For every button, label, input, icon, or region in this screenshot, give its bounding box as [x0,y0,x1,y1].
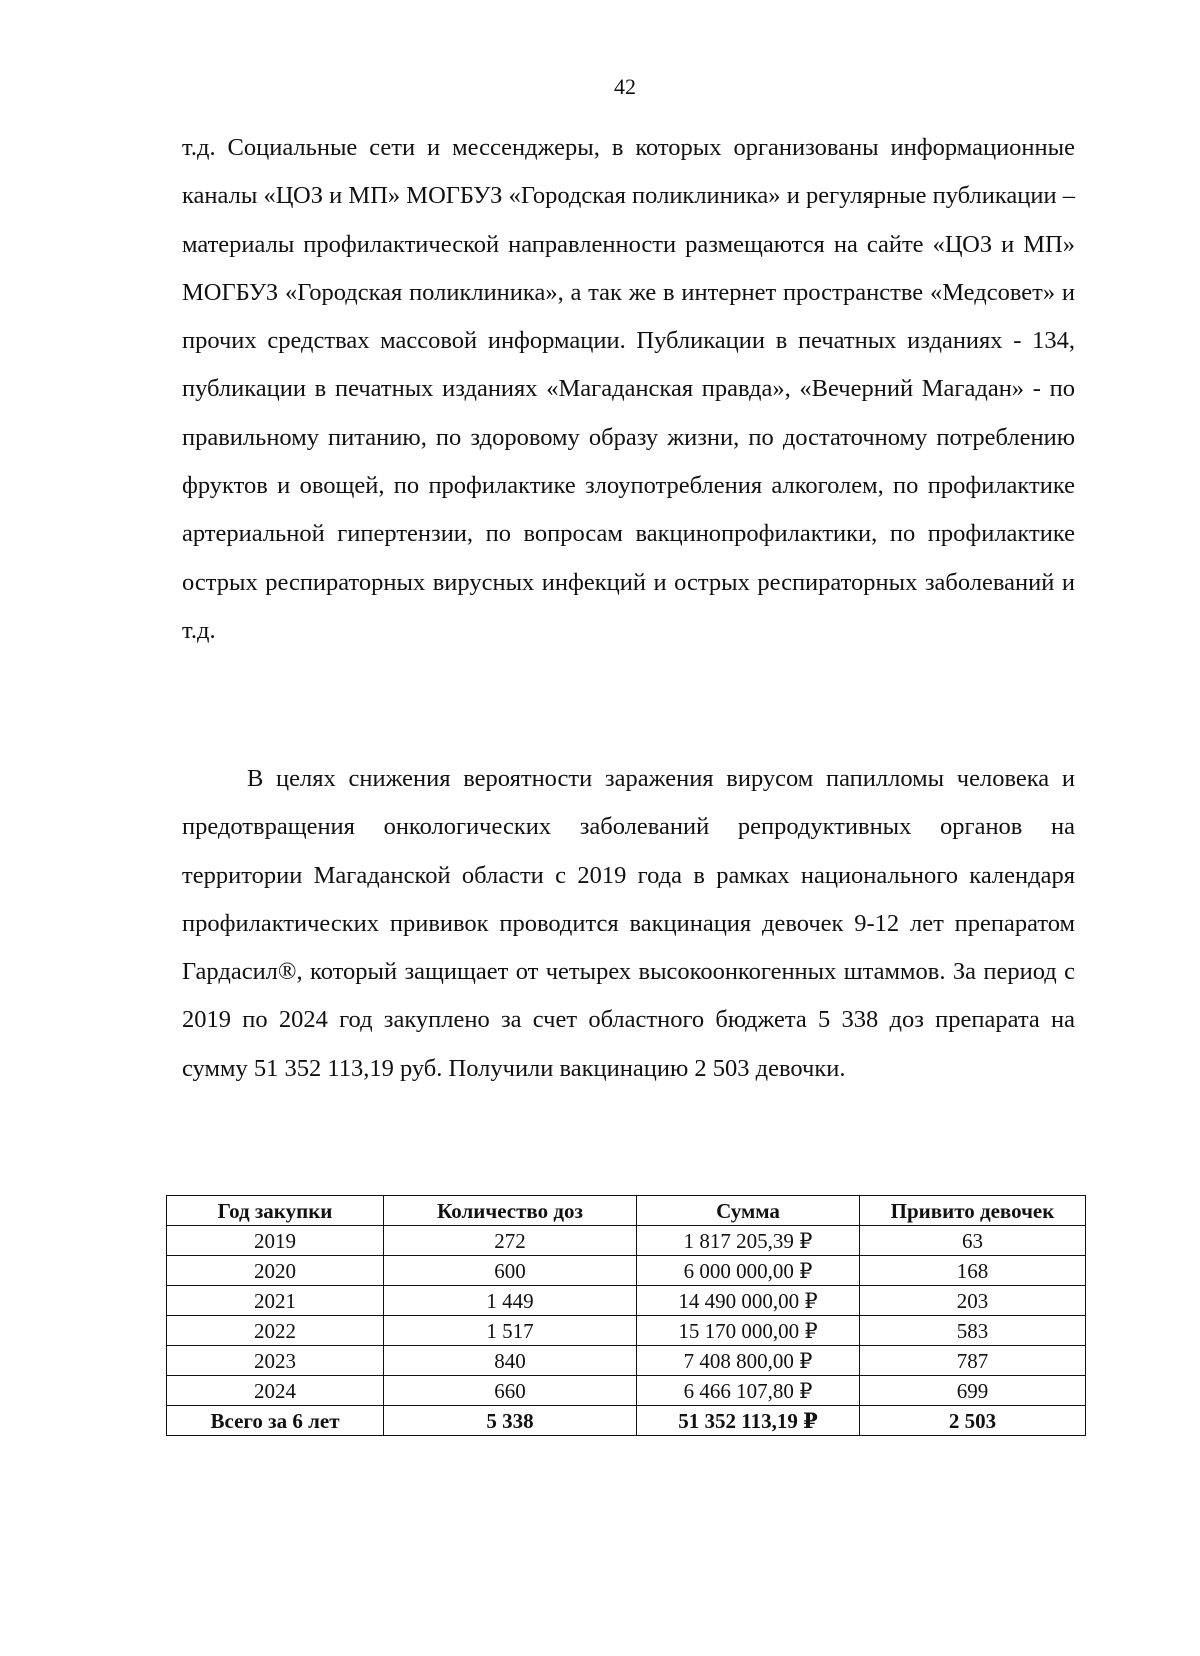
total-vaccinated: 2 503 [860,1406,1086,1436]
cell-doses: 660 [384,1376,637,1406]
table-header-row [167,1196,1086,1226]
header-vaccinated: Привито девочек [860,1196,1086,1226]
total-sum: 51 352 113,19 ₽ [637,1406,860,1436]
cell-vaccinated: 203 [860,1286,1086,1316]
vaccination-table-container [166,1195,1085,1436]
cell-vaccinated: 63 [860,1226,1086,1256]
cell-vaccinated: 787 [860,1346,1086,1376]
table-total-row [167,1406,1086,1436]
cell-year: 2022 [167,1316,384,1346]
total-doses: 5 338 [384,1406,637,1436]
header-sum: Сумма [637,1196,860,1226]
table-row [167,1256,1086,1286]
cell-vaccinated: 168 [860,1256,1086,1286]
cell-sum: 6 466 107,80 ₽ [637,1376,860,1406]
table-row [167,1346,1086,1376]
cell-year: 2021 [167,1286,384,1316]
cell-year: 2024 [167,1376,384,1406]
cell-doses: 272 [384,1226,637,1256]
cell-vaccinated: 699 [860,1376,1086,1406]
table-row [167,1316,1086,1346]
table-row [167,1226,1086,1256]
paragraph-1: т.д. Социальные сети и мессенджеры, в которых организованы информационные каналы «ЦОЗ и МП» МОГБУЗ «Городская поликлиника» и регулярные публикации – материалы профилактической направленности размещаются на сайте «ЦОЗ и МП» МОГБУЗ «Городская поликлиника», а так же в интернет пространстве «Медсовет» и прочих средствах массовой информации. Публикации в печатных изданиях - 134, публикации в печатных изданиях «Магаданская правда», «Вечерний Магадан» - по правильному питанию, по здоровому образу жизни, по достаточному потреблению фруктов и овощей, по профилактике злоупотребления алкоголем, по профилактике артериальной гипертензии, по вопросам вакцинопрофилактики, по профилактике острых респираторных вирусных инфекций и острых респираторных заболеваний и т.д. [182,134,1075,644]
cell-doses: 600 [384,1256,637,1286]
cell-vaccinated: 583 [860,1316,1086,1346]
cell-year: 2020 [167,1256,384,1286]
table-row [167,1286,1086,1316]
cell-sum: 1 817 205,39 ₽ [637,1226,860,1256]
total-label: Всего за 6 лет [167,1406,384,1436]
vaccination-purchase-table [166,1195,1086,1436]
cell-sum: 7 408 800,00 ₽ [637,1346,860,1376]
header-doses: Количество доз [384,1196,637,1226]
cell-sum: 14 490 000,00 ₽ [637,1286,860,1316]
cell-doses: 1 517 [384,1316,637,1346]
cell-doses: 840 [384,1346,637,1376]
paragraph-2: В целях снижения вероятности заражения вирусом папилломы человека и предотвращения онкологических заболеваний репродуктивных органов на территории Магаданской области с 2019 года в рамках национального календаря профилактических прививок проводится вакцинация девочек 9-12 лет препаратом Гардасил®, который защищает от четырех высокоонкогенных штаммов. За период с 2019 по 2024 год закуплено за счет областного бюджета 5 338 доз препарата на сумму 51 352 113,19 руб. Получили вакцинацию 2 503 девочки. [182,765,1075,1082]
page-number: 42 [614,74,636,99]
table-row [167,1376,1086,1406]
cell-sum: 15 170 000,00 ₽ [637,1316,860,1346]
cell-year: 2019 [167,1226,384,1256]
cell-doses: 1 449 [384,1286,637,1316]
cell-sum: 6 000 000,00 ₽ [637,1256,860,1286]
header-year: Год закупки [167,1196,384,1226]
cell-year: 2023 [167,1346,384,1376]
